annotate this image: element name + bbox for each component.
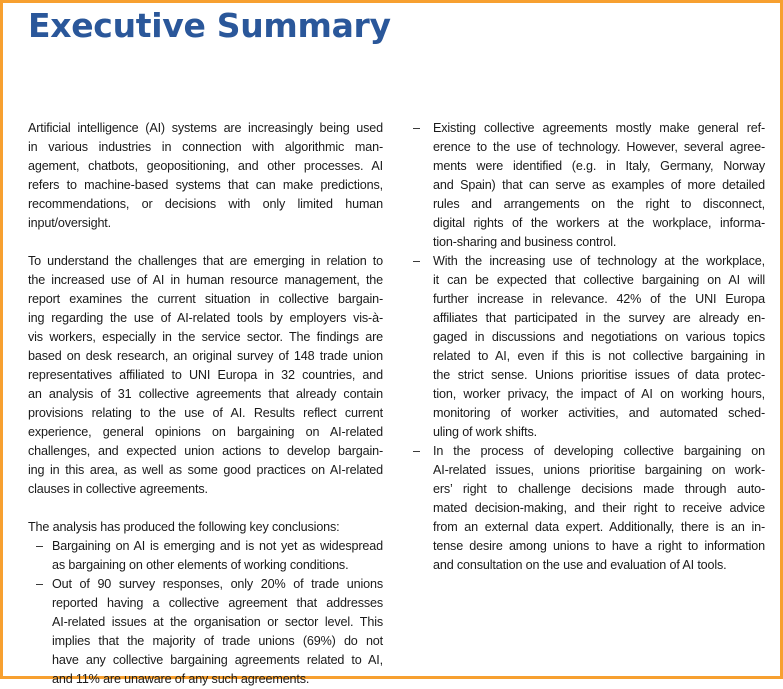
text-line: reported having a collective agreement that addresses [52,596,383,610]
list-item [28,537,383,575]
list-item [413,119,765,252]
text-line: challenges, and expected union actions to develop bargain- [28,444,383,458]
text-line: tion-sharing and business control. [433,235,617,249]
dash-bullet-marker: – [36,539,43,553]
text-line: With the increasing use of technology at the workplace, [433,254,765,268]
left-column [28,119,383,689]
text-line: and Spain) that can serve as examples of more detailed [433,178,765,192]
list-item [413,442,765,575]
text-line: refers to machine-based systems that can make predictions, [28,178,383,192]
text-line: rules and arrangements on the right to disconnect, [433,197,765,211]
right-column [413,119,765,575]
text-line: AI-related issues at the organisation or sector level. This [52,615,383,629]
text-line: the strict sense. Unions prioritise issues of data protec- [433,368,765,382]
text-line: ing in this area, as well as some good practices on AI-related [28,463,383,477]
text-line: affiliates that participated in the survey are already en- [433,311,765,325]
text-line: digital rights of the workers at the workplace, informa- [433,216,765,230]
text-line: have any collective bargaining agreements related to AI, [52,653,383,667]
text-line: experience, general opinions on bargaining on AI-related [28,425,383,439]
text-line: ing regarding the use of AI-related tools by employers vis-à- [28,311,383,325]
dash-bullet-marker: – [413,254,420,268]
text-line: report examines the current situation in collective bargain- [28,292,383,306]
text-line: uling of work shifts. [433,425,537,439]
text-line: Bargaining on AI is emerging and is not yet as widespread [52,539,383,553]
paragraph-report-scope [28,252,383,499]
text-line: Artificial intelligence (AI) systems are increasingly being used [28,121,383,135]
text-line: mated decision-making, and their right to receive advice [433,501,765,515]
text-line: In the process of developing collective bargaining on [433,444,765,458]
text-line: tion, worker privacy, the impact of AI on working hours, [433,387,765,401]
text-line: tense desire among unions to have a right to information [433,539,765,553]
text-line: To understand the challenges that are emerging in relation to [28,254,383,268]
text-line: monitoring of worker activities, and automated sched- [433,406,765,420]
text-line: erence to the use of technology. However, several agree- [433,140,765,154]
text-line: gaged in discussions and negotiations on various topics [433,330,765,344]
conclusions-intro: The analysis has produced the following key conclusions: [28,520,340,534]
text-line: it can be expected that collective bargaining on AI will [433,273,765,287]
text-line: implies that the majority of trade unions (69%) do not [52,634,383,648]
spacer [28,233,383,252]
spacer [28,499,383,518]
dash-bullet-marker: – [413,121,420,135]
text-line: agement, chatbots, geopositioning, and other processes. AI [28,159,383,173]
text-line: ers’ right to challenge decisions made through auto- [433,482,765,496]
text-line: recommendations, or decisions with only limited human [28,197,383,211]
text-line: and consultation on the use and evaluation of AI tools. [433,558,727,572]
text-line: representatives affiliated to UNI Europa in 32 countries, and [28,368,383,382]
text-line: ments were identified (e.g. in Italy, Germany, Norway [433,159,765,173]
text-line: clauses in collective agreements. [28,482,208,496]
list-item [28,575,383,689]
text-line: AI-related issues, unions prioritise bargaining on work- [433,463,765,477]
dash-bullet-marker: – [413,444,420,458]
text-line: Existing collective agreements mostly make general ref- [433,121,765,135]
text-line: in various industries in connection with algorithmic man- [28,140,383,154]
right-bullet-list [413,119,765,575]
text-line: provisions relating to the use of AI. Results reflect current [28,406,383,420]
dash-bullet-marker: – [36,577,43,591]
text-line: related to AI, even if this is not collective bargaining in [433,349,765,363]
text-line: vis workers, especially in the service sector. The findings are [28,330,383,344]
text-line: based on desk research, an original survey of 148 trade union [28,349,383,363]
text-line: as bargaining on other elements of working conditions. [52,558,349,572]
list-item [413,252,765,442]
paragraph-intro-ai [28,119,383,233]
text-line: input/oversight. [28,216,112,230]
text-line: an analysis of 31 collective agreements that already contain [28,387,383,401]
text-line: further increase in relevance. 42% of the UNI Europa [433,292,765,306]
text-line: the increased use of AI in human resource management, the [28,273,383,287]
text-line: Out of 90 survey responses, only 20% of trade unions [52,577,383,591]
page-title: Executive Summary [28,6,391,45]
left-bullet-list [28,537,383,689]
text-line: and 11% are unaware of any such agreements. [52,672,310,686]
text-line: from an external data expert. Additionally, there is an in- [433,520,765,534]
